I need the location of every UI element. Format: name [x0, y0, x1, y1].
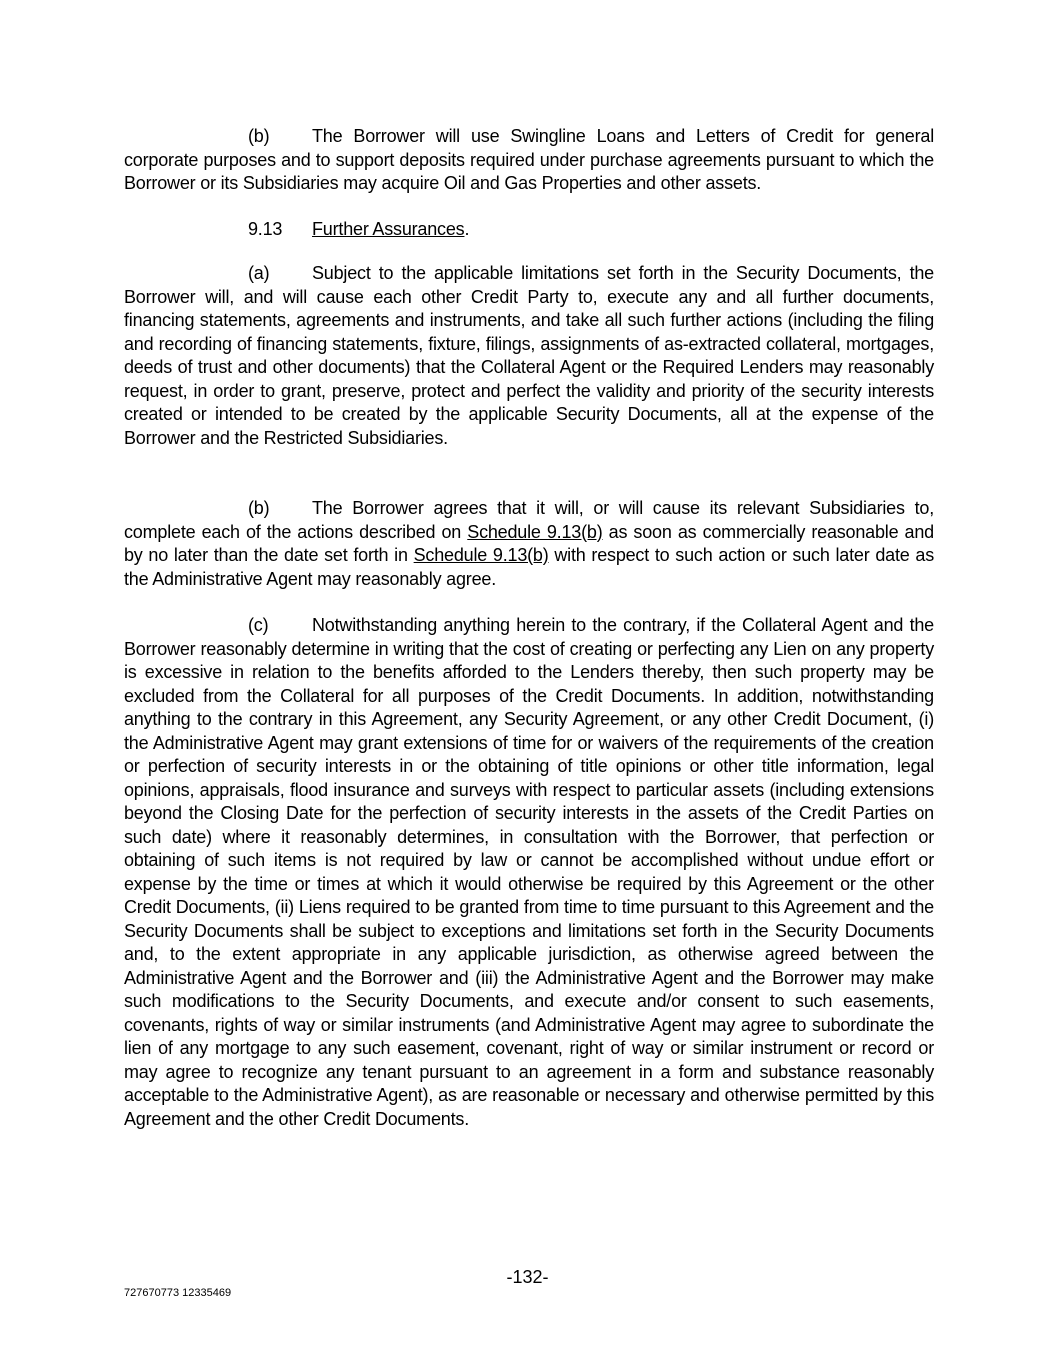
document-id: 727670773 12335469: [124, 1287, 232, 1299]
section-title-suffix: .: [464, 219, 470, 239]
paragraph-text: Notwithstanding anything herein to the contrary, if the Collateral Agent and the Borrower reasonably determine in writing that the cost of creating or perfecting any Lien on any property is excessive in relation to the benefits afforded to the Lenders thereby, then such property may be excluded from the Collateral for all purposes of the Credit Documents. In addition, notwithstanding anything to the contrary in this Agreement, any Security Agreement, or any other Credit Document, (i) the Administrative Agent may grant extensions of time for or waivers of the requirements of the creation or perfection of security interests in or the obtaining of title opinions or other title information, legal opinions, appraisals, flood insurance and surveys with respect to particular assets (including extensions beyond the Closing Date for the perfection of security interests in the assets of the Credit Parties on such date) where it reasonably determines, in consultation with the Borrower, that perfection or obtaining of such items is not required by law or cannot be accomplished without undue effort or expense by the time or times at which it would otherwise be required by this Agreement or the other Credit Documents, (ii) Liens required to be granted from time to time pursuant to this Agreement and the Security Documents shall be subject to exceptions and limitations set forth in the Security Documents and, to the extent appropriate in any applicable jurisdiction, as otherwise agreed between the Administrative Agent and the Borrower and (iii) the Administrative Agent and the Borrower may make such modifications to the Security Documents, and execute and/or consent to such easements, covenants, rights of way or similar instruments (and Administrative Agent may agree to subordinate the lien of any mortgage to any such easement, covenant, right of way or similar instrument or record or may agree to recognize any tenant pursuant to an agreement in a form and substance reasonably acceptable to the Administrative Agent), as are reasonable or necessary and otherwise permitted by this Agreement and the other Credit Documents.: [124, 615, 934, 1129]
schedule-reference: Schedule 9.13(b): [467, 521, 603, 542]
schedule-reference: Schedule 9.13(b): [413, 545, 549, 565]
paragraph-text: The Borrower will use Swingline Loans and Letters of Credit for general corporate purposes and to support deposits required under purchase agreements pursuant to which the Borrower or its Subsidiaries may acquire Oil and Gas Properties and other assets.: [124, 126, 934, 193]
paragraph-label: (b): [248, 126, 270, 146]
section-heading: [248, 218, 469, 242]
paragraph-text: as soon as commercially reasonable and by no later than the date set forth in: [124, 521, 934, 565]
paragraph-c-notwithstanding: [124, 614, 934, 1131]
paragraph-text: Subject to the applicable limitations set forth in the Security Documents, the Borrower will, and will cause each other Credit Party to, execute any and all further documents, financing statements, agreements and instruments, and take all such further actions (including the filing and recording of financing statements, fixture, filings, assignments of as-extracted collateral, mortgages, deeds of trust and other documents) that the Collateral Agent or the Required Lenders may reasonably request, in order to grant, preserve, protect and perfect the validity and priority of the security interests created or intended to be created by the applicable Security Documents, all at the expense of the Borrower and the Restricted Subsidiaries.: [124, 263, 934, 448]
paragraph-b-use-of-proceeds: [124, 125, 934, 196]
paragraph-label: (a): [248, 263, 270, 283]
page-number: -132-: [506, 1267, 549, 1287]
paragraph-label: (c): [248, 615, 269, 635]
paragraph-text: The Borrower agrees that it will, or will cause its relevant Subsidiaries to, complete each of the actions described on: [124, 498, 934, 542]
section-number: 9.13: [248, 219, 283, 239]
section-title: Further Assurances: [312, 219, 465, 239]
paragraph-b-schedule-actions: [124, 497, 934, 591]
paragraph-a-further-assurances: [124, 262, 934, 450]
paragraph-label: (b): [248, 498, 270, 518]
paragraph-text: with respect to such action or such later date as the Administrative Agent may reasonably agree.: [124, 545, 934, 589]
